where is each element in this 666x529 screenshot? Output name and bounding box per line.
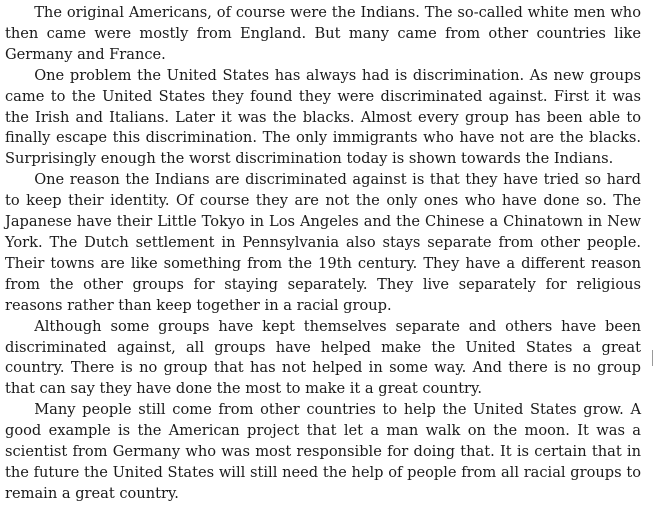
scan-edge-mark <box>652 350 653 366</box>
paragraph-5: Many people still come from other countries to help the United States grow. A good example is the American project that let a man walk on the moon. It was a scientist from Germany who was most responsible for doing that. It is certain that in the future the United States will still need the help of people from all racial groups to remain a great country. <box>5 401 641 502</box>
paragraph-2: One problem the United States has always had is discrimination. As new groups came to the United States they found they were discriminated against. First it was the Irish and Italians. Later it was the blacks. Almost every group has been able to finally escape this discrimination. The only immigrants who have not are the blacks. Surprisingly enough the worst discrimination today is shown towards the Indians. <box>5 66 641 168</box>
paragraph-4: Although some groups have kept themselves separate and others have been discriminated against, all groups have helped make the United States a great country. There is no group that has not helped in some way. And there is no group that can say they have done the most to make it a great country. <box>5 317 641 398</box>
paragraph-3: One reason the Indians are discriminated against is that they have tried so hard to keep their identity. Of course they are not the only ones who have done so. The Japanese have their Little Tokyo in Los Angeles and the Chinese a Chinatown in New York. The Dutch settlement in Pennsylvania also stays separate from other people. Their towns are like something from the 19th century. They have a different reason from the other groups for staying separately. They live separately for religious reasons rather than keep together in a racial group. <box>5 171 641 314</box>
document-body <box>5 3 641 505</box>
paragraph-1: The original Americans, of course were the Indians. The so-called white men who then came were mostly from England. But many came from other countries like Germany and France. <box>5 4 641 63</box>
